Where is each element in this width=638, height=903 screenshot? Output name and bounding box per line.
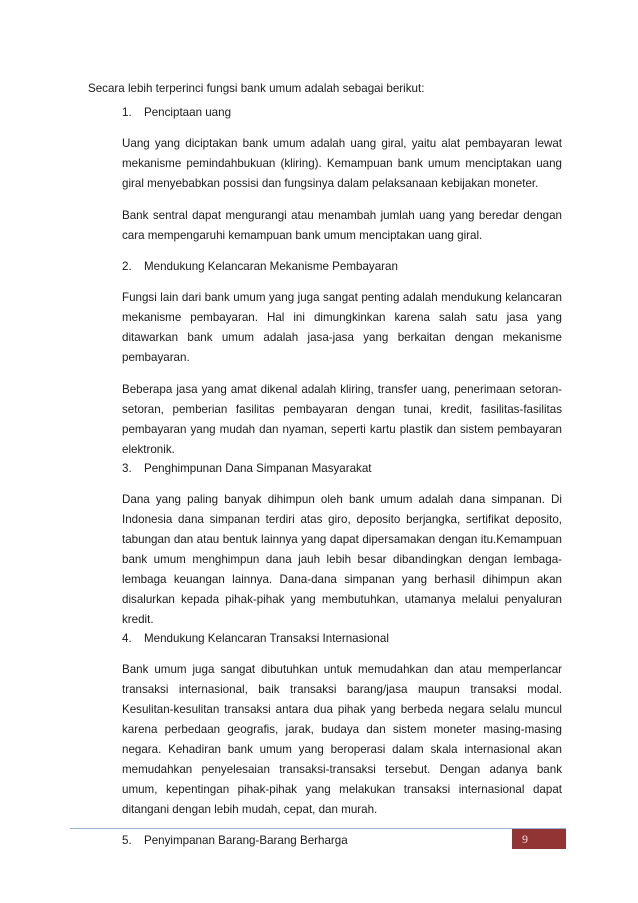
intro-text: Secara lebih terperinci fungsi bank umum adalah sebagai berikut:	[88, 82, 425, 95]
section-number: 4.	[122, 632, 132, 645]
paragraph: Bank umum juga sangat dibutuhkan untuk memudahkan dan atau memperlancar transaksi internasional, baik transaksi barang/jasa maupun transaksi modal. Kesulitan-kesulitan transaksi antara dua pihak yang berbeda negara selalu muncul karena perbedaan geografis, jarak, budaya dan sistem moneter masing-masing negara. Kehadiran bank umum yang beroperasi dalam skala internasional akan memudahkan penyelesaian transaksi-transaksi tersebut. Dengan adanya bank umum, kepentingan pihak-pihak yang melakukan transaksi internasional dapat ditangani dengan lebih mudah, cepat, dan murah.	[122, 663, 562, 816]
paragraph: Uang yang diciptakan bank umum adalah uang giral, yaitu alat pembayaran lewat mekanisme pemindahbukuan (kliring). Kemampuan bank umum menciptakan uang giral menyebabkan possisi dan fungsinya dalam pelaksanaan kebijakan moneter.	[122, 137, 562, 190]
section-title: Penyimpanan Barang-Barang Berharga	[144, 834, 348, 847]
footer-divider	[70, 828, 566, 829]
page-number-badge: 9	[512, 829, 566, 849]
document-body	[122, 104, 562, 862]
section-number: 2.	[122, 260, 132, 273]
section-title: Mendukung Kelancaran Transaksi Internasional	[144, 632, 389, 645]
section-title: Mendukung Kelancaran Mekanisme Pembayaran	[144, 260, 398, 273]
section-4-heading	[122, 630, 562, 660]
section-number: 1.	[122, 106, 132, 119]
paragraph: Beberapa jasa yang amat dikenal adalah kliring, transfer uang, penerimaan setoran-setoran, pemberian fasilitas pembayaran dengan tunai, kredit, fasilitas-fasilitas pembayaran yang mudah dan nyaman, seperti kartu plastik dan sistem pembayaran elektronik.	[122, 383, 562, 456]
section-3-heading	[122, 460, 562, 490]
section-title: Penciptaan uang	[144, 106, 232, 119]
paragraph: Dana yang paling banyak dihimpun oleh bank umum adalah dana simpanan. Di Indonesia dana simpanan terdiri atas giro, deposito berjangka, sertifikat deposito, tabungan dan atau bentuk lainnya yang dapat dipersamakan dengan itu.Kemampuan bank umum menghimpun dana jauh lebih besar dibandingkan dengan lembaga-lembaga keuangan lainnya. Dana-dana simpanan yang berhasil dihimpun akan disalurkan kepada pihak-pihak yang membutuhkan, utamanya melalui penyaluran kredit.	[122, 493, 562, 626]
section-number: 3.	[122, 462, 132, 475]
paragraph: Bank sentral dapat mengurangi atau menambah jumlah uang yang beredar dengan cara mempengaruhi kemampuan bank umum menciptakan uang giral.	[122, 209, 562, 242]
section-1-heading	[122, 104, 562, 134]
section-title: Penghimpunan Dana Simpanan Masyarakat	[144, 462, 372, 475]
paragraph: Fungsi lain dari bank umum yang juga sangat penting adalah mendukung kelancaran mekanisme pembayaran. Hal ini dimungkinkan karena salah satu jasa yang ditawarkan bank umum adalah jasa-jasa yang berkaitan dengan mekanisme pembayaran.	[122, 291, 562, 364]
section-5-heading	[122, 832, 562, 862]
section-2-heading	[122, 258, 562, 288]
section-number: 5.	[122, 834, 132, 847]
